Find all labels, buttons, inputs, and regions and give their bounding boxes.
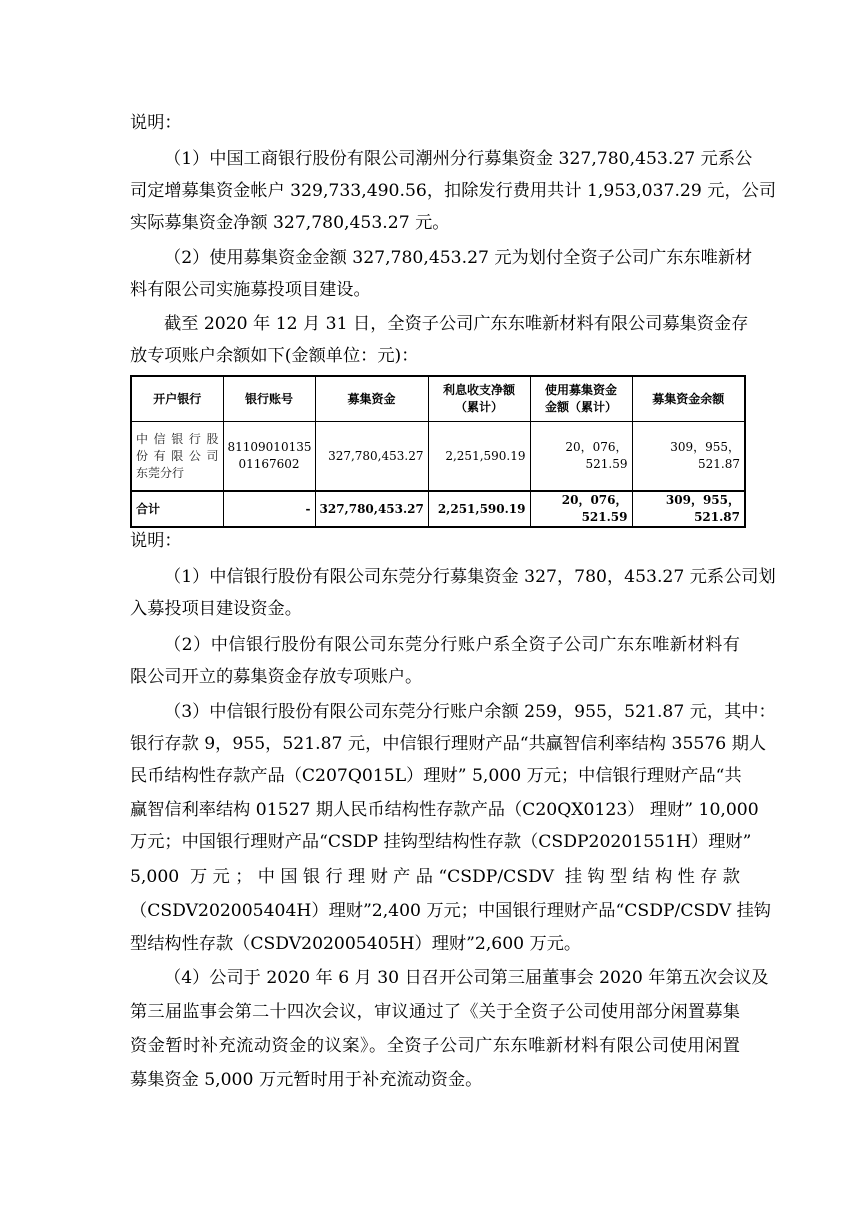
cell-balance: 309，955，521.87 <box>632 422 745 492</box>
header-balance: 募集资金余额 <box>632 376 745 422</box>
bank-line1: 中信银行股 <box>136 431 219 446</box>
account-line1: 81109010135 <box>227 440 312 454</box>
note2-item3-line7: （CSDV202005404H）理财”2,400 万元；中国银行理财产品“CSDP/CSDV 挂钩 <box>130 901 771 921</box>
intro-line2: 放专项账户余额如下(金额单位：元)： <box>130 346 419 366</box>
header-interest-line1: 利息收支净额 <box>442 383 515 397</box>
total-used: 20，076，521.59 <box>530 491 632 527</box>
note2-item3-line2: 银行存款 9，955，521.87 元，中信银行理财产品“共赢智信利率结构 35576 期人 <box>130 734 767 754</box>
cell-bank <box>131 422 223 492</box>
header-used <box>530 376 632 422</box>
table-total-row <box>131 491 745 527</box>
note2-item3-line1: （3）中信银行股份有限公司东莞分行账户余额 259，955，521.87 元，其中： <box>164 702 776 722</box>
header-used-line2: 金额（累计） <box>544 400 617 414</box>
note2-item3-line4: 赢智信利率结构 01527 期人民币结构性存款产品（C20QX0123） 理财” 10,000 <box>130 800 759 820</box>
note1-item2-line1: （2）使用募集资金金额 327,780,453.27 元为划付全资子公司广东东唯新材 <box>164 248 753 268</box>
note1-item1-line1: （1）中国工商银行股份有限公司潮州分行募集资金 327,780,453.27 元系公 <box>164 149 753 169</box>
note-heading-1: 说明： <box>130 113 182 133</box>
note2-item3-line8: 型结构性存款（CSDV202005405H）理财”2,600 万元。 <box>130 934 582 954</box>
cell-used: 20，076，521.59 <box>530 422 632 492</box>
total-account: - <box>223 491 315 527</box>
note2-item3-line5: 万元；中国银行理财产品“CSDP 挂钩型结构性存款（CSDP20201551H）理财” <box>130 832 752 852</box>
note2-item2-line2: 限公司开立的募集资金存放专项账户。 <box>130 667 423 687</box>
total-raised: 327,780,453.27 <box>315 491 428 527</box>
header-account: 银行账号 <box>223 376 315 422</box>
total-balance: 309，955，521.87 <box>632 491 745 527</box>
note2-item4-line3: 资金暂时补充流动资金的议案》。全资子公司广东东唯新材料有限公司使用闲置 <box>130 1036 740 1056</box>
table-row <box>131 422 745 492</box>
table-header-row <box>131 376 745 422</box>
header-bank: 开户银行 <box>131 376 223 422</box>
total-label: 合计 <box>131 491 223 527</box>
note1-item1-line3: 实际募集资金净额 327,780,453.27 元。 <box>130 213 450 233</box>
header-interest-line2: （累计） <box>454 400 503 414</box>
note2-item4-line2: 第三届监事会第二十四次会议，审议通过了《关于全资子公司使用部分闲置募集 <box>130 1002 740 1022</box>
bank-line3: 东莞分行 <box>136 465 185 480</box>
note2-item3-line6: 5,000 万元；中国银行理财产品“CSDP/CSDV 挂钩型结构性存款 <box>130 867 740 887</box>
intro-line1: 截至 2020 年 12 月 31 日，全资子公司广东东唯新材料有限公司募集资金存 <box>164 314 749 334</box>
note1-item1-line2: 司定增募集资金帐户 329,733,490.56，扣除发行费用共计 1,953,037.29 元，公司 <box>130 181 777 201</box>
note2-item1-line1: （1）中信银行股份有限公司东莞分行募集资金 327，780，453.27 元系公司划 <box>164 567 776 587</box>
note2-item1-line2: 入募投项目建设资金。 <box>130 599 302 619</box>
header-raised: 募集资金 <box>315 376 428 422</box>
cell-account <box>223 422 315 492</box>
header-interest <box>428 376 530 422</box>
total-interest: 2,251,590.19 <box>428 491 530 527</box>
note1-item2-line2: 料有限公司实施募投项目建设。 <box>130 280 371 300</box>
header-used-line1: 使用募集资金 <box>544 383 617 397</box>
note2-item4-line1: （4）公司于 2020 年 6 月 30 日召开公司第三届董事会 2020 年第五次会议及 <box>164 968 769 988</box>
cell-raised: 327,780,453.27 <box>315 422 428 492</box>
note2-item2-line1: （2）中信银行股份有限公司东莞分行账户系全资子公司广东东唯新材料有 <box>164 635 740 655</box>
bank-line2: 份有限公司 <box>136 448 219 463</box>
fund-balance-table <box>130 375 746 528</box>
cell-interest: 2,251,590.19 <box>428 422 530 492</box>
note2-item3-line3: 民币结构性存款产品（C207Q015L）理财” 5,000 万元；中信银行理财产品“共 <box>130 766 742 786</box>
note2-item4-line4: 募集资金 5,000 万元暂时用于补充流动资金。 <box>130 1070 483 1090</box>
account-line2: 01167602 <box>238 457 300 471</box>
note-heading-2: 说明： <box>130 531 182 551</box>
